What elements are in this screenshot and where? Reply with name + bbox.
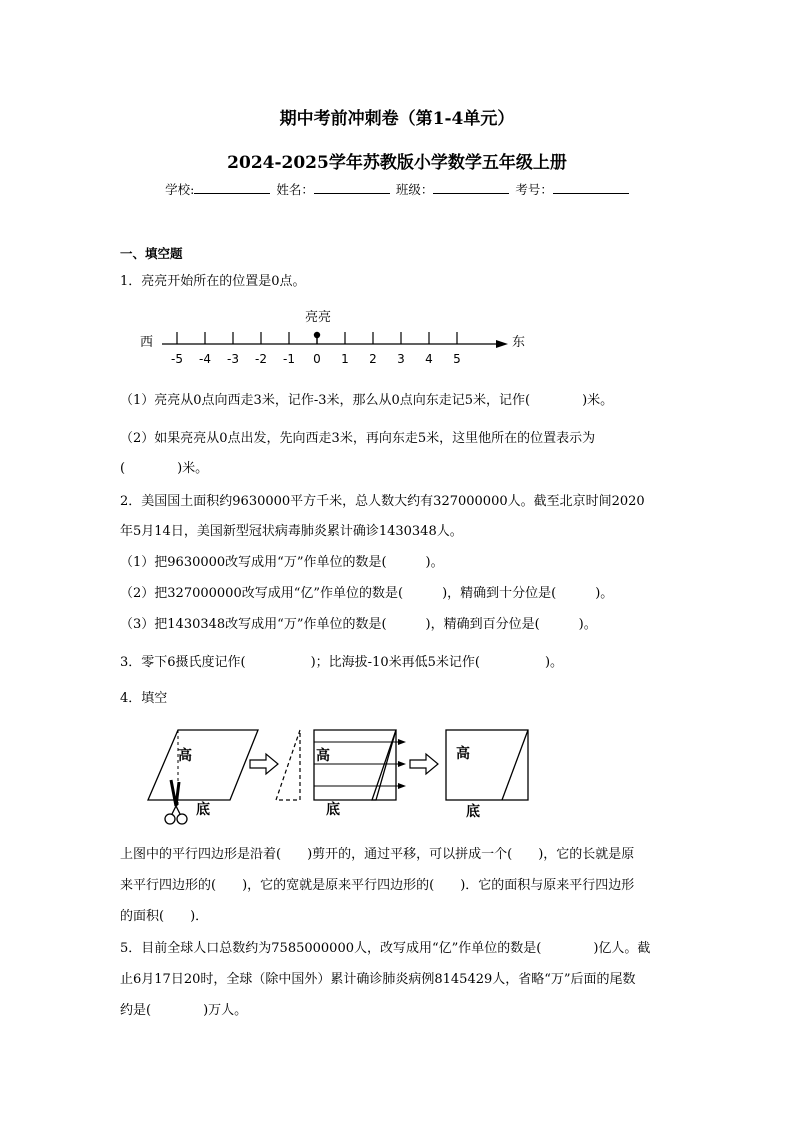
q4-para-line2: 来平行四边形的( )，它的宽就是原来平行四边形的( )．它的面积与原来平行四边形 (120, 878, 635, 893)
q2-stem-line1: 2．美国国土面积约9630000平方千米，总人数大约有327000000人。截至北京时间2020 (120, 494, 645, 509)
field-school: 学校: (165, 180, 270, 198)
q5-line3: 约是( )万人。 (120, 1003, 248, 1018)
q2-sub3: （3）把1430348改写成用“万”作单位的数是( )，精确到百分位是( )。 (120, 617, 597, 632)
moved-triangle (372, 730, 396, 800)
q1-sub2-line1: （2）如果亮亮从0点出发，先向西走3米，再向东走5米，这里他所在的位置表示为 (120, 431, 596, 446)
scissors-icon (165, 780, 187, 824)
west-label: 西 (140, 335, 154, 350)
tick-label: 1 (341, 352, 349, 366)
parallelogram-figure (130, 722, 540, 834)
q4-para-line1: 上图中的平行四边形是沿着( )剪开的，通过平移，可以拼成一个( )，它的长就是原 (120, 847, 635, 862)
liangliang-label: 亮亮 (305, 310, 332, 325)
parallelogram-original (148, 730, 258, 800)
tick-label: -3 (227, 352, 239, 366)
exam-number-blank[interactable] (553, 180, 629, 194)
q2-sub1: （1）把9630000改写成用“万”作单位的数是( )。 (120, 555, 444, 570)
q3-text: 3．零下6摄氏度记作( )；比海拔-10米再低5米记作( )。 (120, 655, 564, 670)
label-base-1: 底 (196, 802, 210, 818)
number-line-arrow (496, 340, 508, 348)
tick-label: 0 (313, 352, 321, 366)
label-height-3: 高 (456, 746, 470, 762)
q2-sub2: （2）把327000000改写成用“亿”作单位的数是( )，精确到十分位是( )。 (120, 586, 614, 601)
q4-stem: 4．填空 (120, 691, 168, 706)
q1-stem: 1．亮亮开始所在的位置是0点。 (120, 274, 306, 289)
student-info-row (0, 180, 794, 198)
class-blank[interactable] (433, 180, 509, 194)
field-name: 姓名： (276, 180, 390, 198)
number-line-figure (130, 302, 550, 368)
q1-sub2-line2: ( )米。 (120, 461, 209, 476)
tick-label: -5 (171, 352, 183, 366)
q5-line2: 止6月17日20时，全球（除中国外）累计确诊肺炎病例8145429人，省略“万”后面的尾数 (120, 972, 636, 987)
section-heading: 一、填空题 (120, 246, 183, 261)
rectangle-seam (502, 730, 528, 800)
transform-arrow-1 (250, 754, 278, 774)
tick-label: 5 (453, 352, 461, 366)
tick-label: -1 (283, 352, 295, 366)
label-height-1: 高 (178, 748, 192, 764)
name-blank[interactable] (314, 180, 390, 194)
field-exam-number: 考号： (515, 180, 629, 198)
label-base-2: 底 (326, 802, 340, 818)
cut-triangle-origin (276, 730, 300, 800)
label-base-3: 底 (466, 804, 480, 820)
exam-title: 期中考前冲刺卷（第1-4单元） (279, 109, 515, 129)
tick-label: 3 (397, 352, 405, 366)
q1-sub1: （1）亮亮从0点向西走3米，记作-3米，那么从0点向东走记5米，记作( )米。 (120, 393, 614, 408)
label-height-2: 高 (316, 748, 330, 764)
q5-line1: 5．目前全球人口总数约为7585000000人，改写成用“亿”作单位的数是( )亿人。截 (120, 941, 651, 956)
tick-label: 4 (425, 352, 433, 366)
resulting-rectangle (446, 730, 528, 800)
field-class: 班级： (396, 180, 510, 198)
school-blank[interactable] (194, 180, 270, 194)
east-label: 东 (512, 335, 526, 350)
tick-label: 2 (369, 352, 377, 366)
exam-subtitle: 2024-2025学年苏教版小学数学五年级上册 (227, 153, 567, 173)
q4-para-line3: 的面积( )． (120, 909, 209, 924)
transform-arrow-2 (410, 754, 438, 774)
q2-stem-line2: 年5月14日，美国新型冠状病毒肺炎累计确诊1430348人。 (120, 524, 463, 539)
tick-label: -2 (255, 352, 267, 366)
tick-label: -4 (199, 352, 211, 366)
